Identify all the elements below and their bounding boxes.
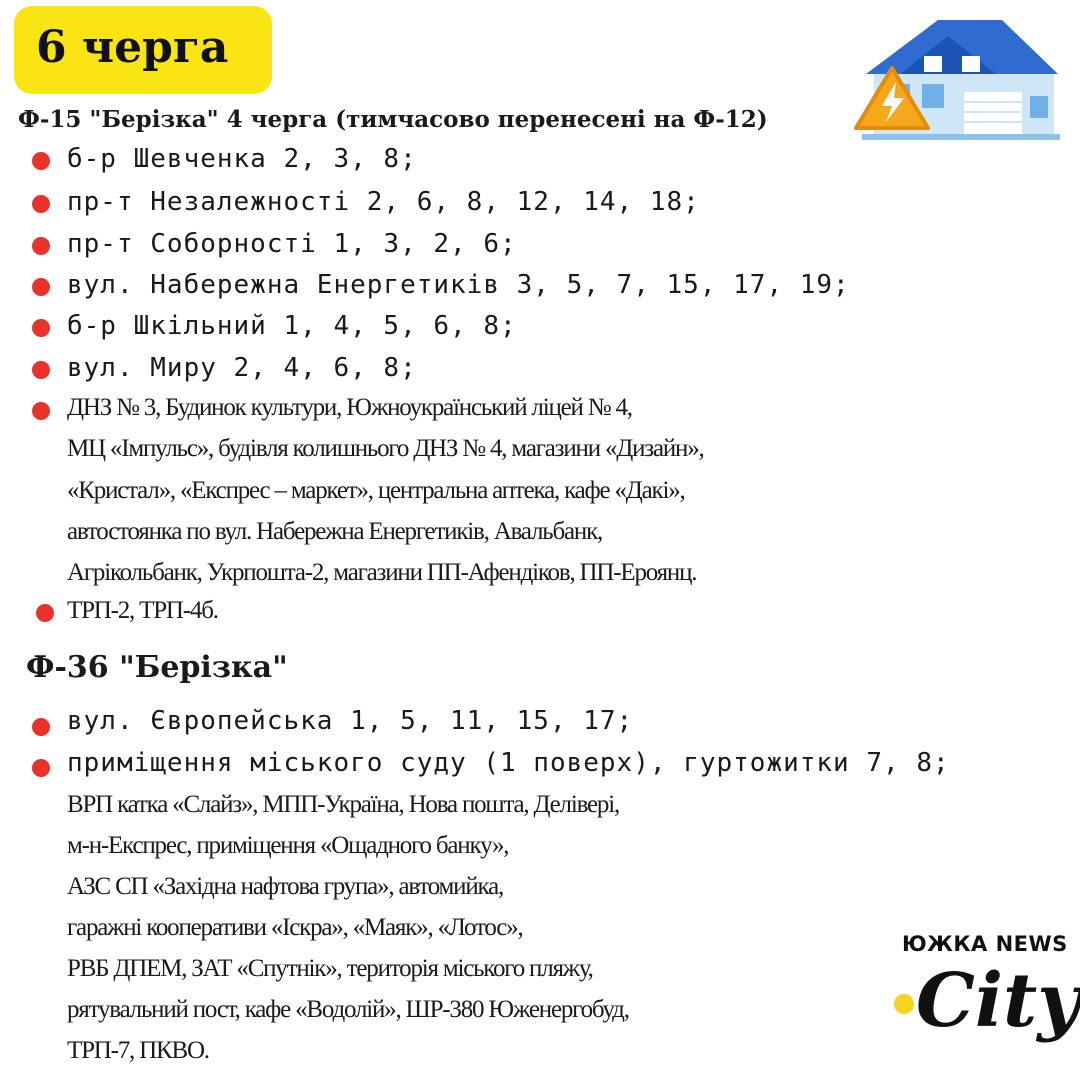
list-bullet bbox=[32, 361, 50, 379]
list-item: вул. Європейська 1, 5, 11, 15, 17; bbox=[67, 706, 634, 736]
list-item-line: м-н-Експрес, приміщення «Ощадного банку», bbox=[67, 832, 509, 859]
list-item-line: МЦ «Імпульс», будівля колишнього ДНЗ № 4, магазини «Дизайн», bbox=[67, 435, 704, 462]
list-item: вул. Набережна Енергетиків 3, 5, 7, 15, 17, 19; bbox=[67, 270, 850, 300]
queue-badge-label: 6 черга bbox=[36, 22, 229, 73]
logo-bottom-text: City bbox=[916, 958, 1080, 1044]
list-bullet bbox=[32, 402, 50, 420]
list-bullet bbox=[36, 604, 54, 622]
section2-title: Ф-36 "Берізка" bbox=[26, 650, 288, 685]
list-bullet bbox=[32, 759, 50, 777]
house-icon bbox=[852, 12, 1064, 142]
list-item-line: ВРП катка «Слайз», МПП-Україна, Нова пошта, Делівері, bbox=[67, 791, 620, 818]
section1-title: Ф-15 "Берізка" 4 черга (тимчасово перенесені на Ф-12) bbox=[18, 106, 768, 133]
brand-logo bbox=[896, 928, 1080, 1068]
list-item: приміщення міського суду (1 поверх), гуртожитки 7, 8; bbox=[67, 748, 950, 778]
list-item-line: Агрікольбанк, Укрпошта-2, магазини ПП-Афендіков, ПП-Ероянц. bbox=[67, 559, 697, 586]
list-item: вул. Миру 2, 4, 6, 8; bbox=[67, 353, 417, 383]
list-item: пр-т Соборності 1, 3, 2, 6; bbox=[67, 229, 517, 259]
list-bullet bbox=[32, 195, 50, 213]
list-bullet bbox=[32, 278, 50, 296]
logo-dot bbox=[894, 994, 914, 1014]
list-item-line: РВБ ДПЕМ, ЗАТ «Спутнік», територія міського пляжу, bbox=[67, 955, 593, 982]
list-item: б-р Шевченка 2, 3, 8; bbox=[67, 144, 417, 174]
list-item: б-р Шкільний 1, 4, 5, 6, 8; bbox=[67, 311, 517, 341]
list-item-line: рятувальний пост, кафе «Водолій», ШР-380 Юженергобуд, bbox=[67, 996, 629, 1023]
list-item-line: гаражні кооперативи «Іскра», «Маяк», «Лотос», bbox=[67, 914, 523, 941]
list-bullet bbox=[32, 319, 50, 337]
list-item-line: ТРП-7, ПКВО. bbox=[67, 1037, 209, 1064]
logo-top-text: ЮЖКА NEWS bbox=[902, 932, 1068, 956]
list-item-line: ДНЗ № 3, Будинок культури, Южноукраїнський ліцей № 4, bbox=[67, 394, 632, 421]
list-bullet bbox=[32, 237, 50, 255]
queue-badge bbox=[14, 6, 272, 94]
list-item-line: «Кристал», «Експрес – маркет», центральна аптека, кафе «Дакі», bbox=[67, 477, 685, 504]
list-item-line: АЗС СП «Західна нафтова група», автомийка, bbox=[67, 873, 504, 900]
list-item-line: автостоянка по вул. Набережна Енергетиків, Авальбанк, bbox=[67, 518, 603, 545]
list-item: пр-т Незалежності 2, 6, 8, 12, 14, 18; bbox=[67, 187, 700, 217]
list-item: ТРП-2, ТРП-4б. bbox=[67, 597, 218, 624]
list-bullet bbox=[32, 718, 50, 736]
list-bullet bbox=[32, 152, 50, 170]
